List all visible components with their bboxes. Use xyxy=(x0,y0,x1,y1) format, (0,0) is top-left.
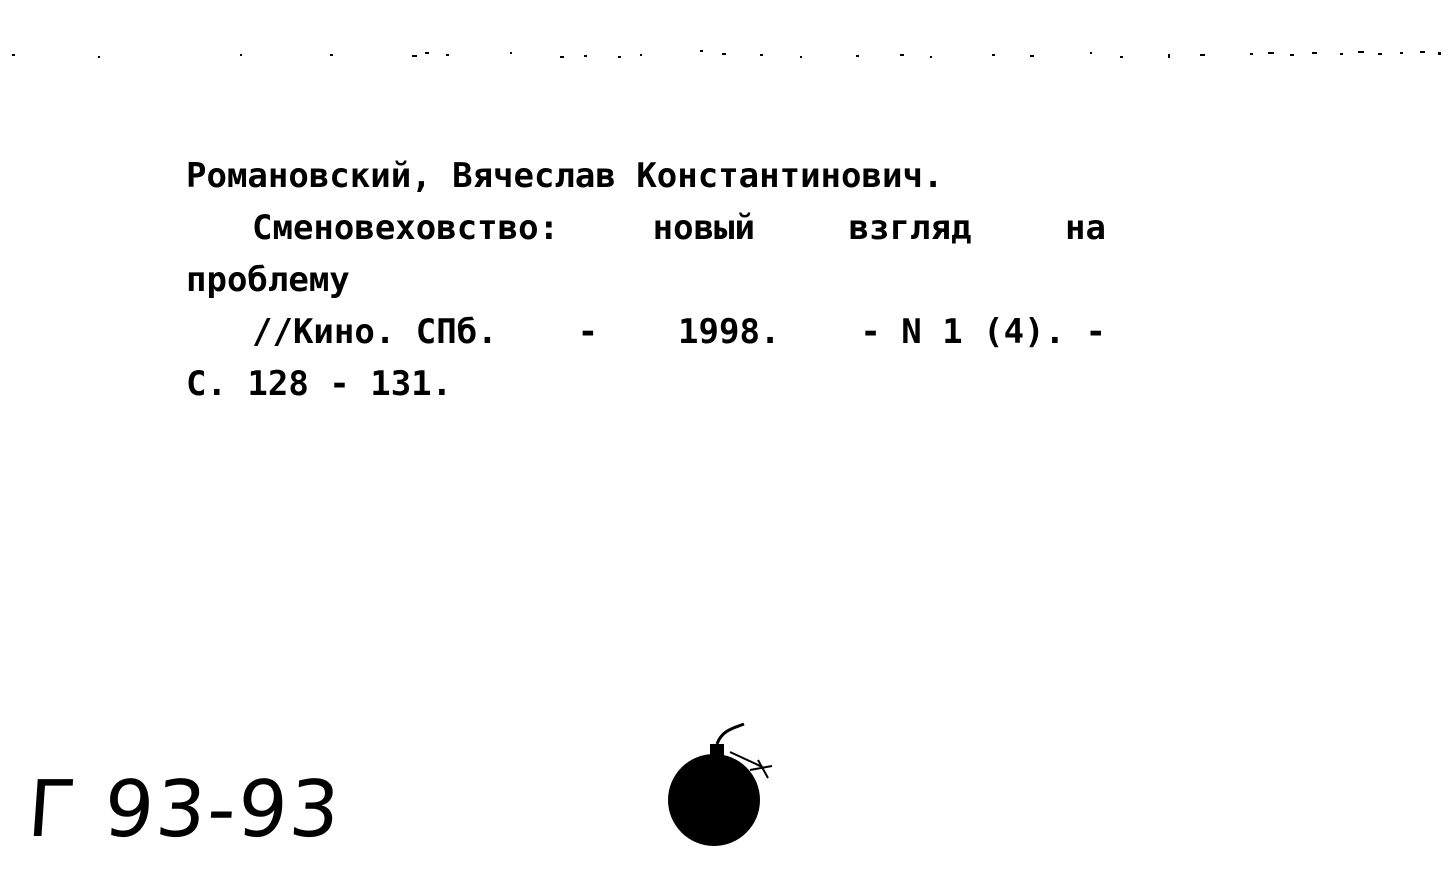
title-word-2: новый xyxy=(652,208,755,248)
title-word-3: взгляд xyxy=(848,208,972,248)
punch-hole-icon xyxy=(660,720,790,850)
title-word-4: на xyxy=(1065,208,1106,248)
source-issue: - N 1 (4). - xyxy=(860,312,1106,352)
pages-line: С. 128 - 131. xyxy=(186,364,453,404)
title-line-1 xyxy=(186,202,1106,254)
source-line xyxy=(186,306,1106,358)
source-journal: //Кино. СПб. xyxy=(252,312,498,352)
source-dash: - xyxy=(577,312,599,352)
handwritten-shelf-mark: Г 93-93 xyxy=(24,765,345,855)
source-year: 1998. xyxy=(678,312,781,352)
title-line-2: проблему xyxy=(186,260,350,300)
bibliographic-entry xyxy=(186,150,1106,410)
author-line: Романовский, Вячеслав Константинович. xyxy=(186,156,944,196)
scan-noise-strip xyxy=(0,40,1456,70)
title-word-1: Сменовеховство: xyxy=(252,208,560,248)
